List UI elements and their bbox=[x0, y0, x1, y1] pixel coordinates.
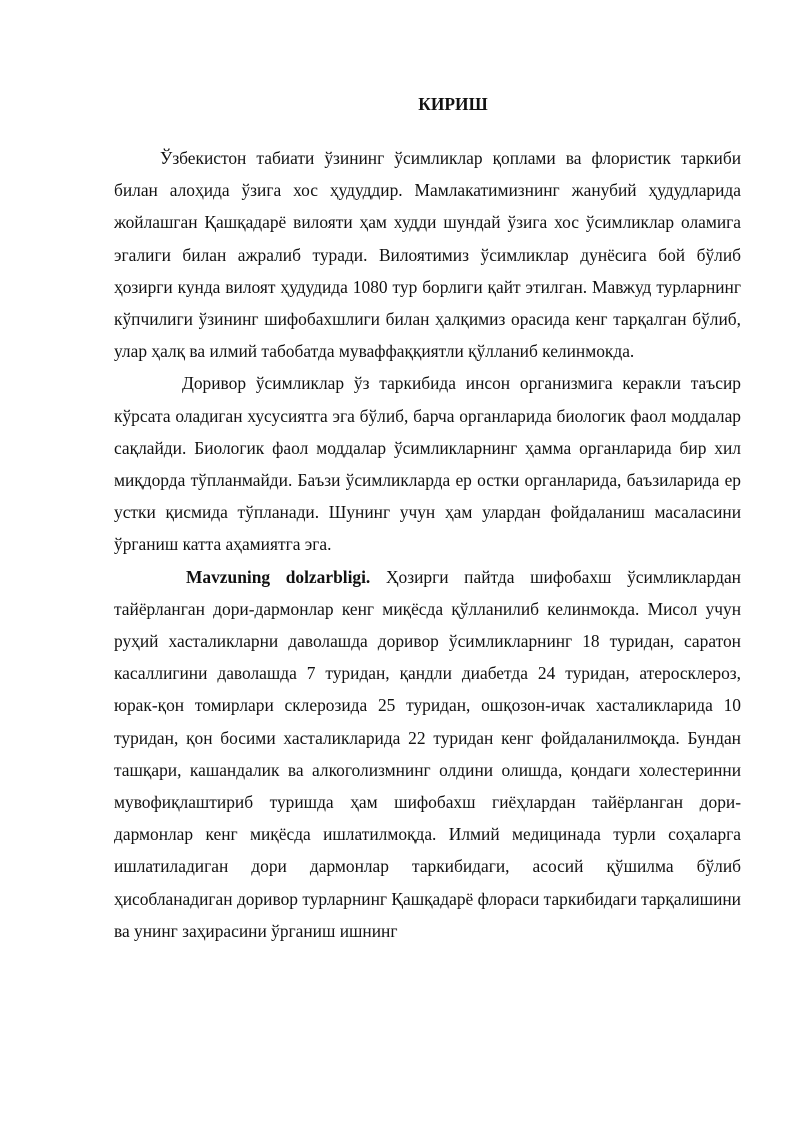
relevance-text: Ҳозирги пайтда шифобахш ўсимликлардан тайёрланган дори-дармонлар кенг миқёсда қўлланилиб келинмокда. Мисол учун руҳий хасталикларни даволашда доривор ўсимликларнинг 18 туридан, саратон касаллигини даволашда 7 туридан, қандли диабетда 24 туридан, атеросклероз, юрак-қон томирлари склерозида 25 туридан, ошқозон-ичак хасталикларида 10 туридан, қон босими хасталикларида 22 туридан кенг фойдаланилмоқда. Бундан ташқари, кашандалик ва алкоголизмнинг олдини олишда, қондаги холестеринни мувофиқлаштириб туришда ҳам шифобахш гиёҳлардан тайёрланган дори-дармонлар кенг миқёсда ишлатилмоқда. Илмий медицинада турли соҳаларга ишлатиладиган дори дармонлар таркибидаги, асосий қўшилма бўлиб ҳисобланадиган доривор турларнинг Қашқадарё флораси таркибидаги тарқалишини ва унинг заҳирасини ўрганиш ишнинг bbox=[114, 566, 741, 941]
paragraph-intro: Ўзбекистон табиати ўзининг ўсимликлар қоплами ва флористик таркиби билан алоҳида ўзига хос ҳудуддир. Мамлакатимизнинг жанубий ҳудудларида жойлашган Қашқадарё вилояти ҳам худди шундай ўзига хос ўсимликлар оламига эгалиги билан ажралиб туради. Вилоятимиз ўсимликлар дунёсига бой бўлиб ҳозирги кунда вилоят ҳудудида 1080 тур борлиги қайт этилган. Мавжуд турларнинг кўпчилиги ўзининг шифобахшлиги билан ҳалқимиз орасида кенг тарқалган бўлиб, улар ҳалқ ва илмий табобатда муваффаққиятли қўлланиб келинмокда. bbox=[114, 148, 741, 362]
paragraph-relevance bbox=[114, 561, 741, 947]
paragraph-medicinal-plants: Доривор ўсимликлар ўз таркибида инсон организмига керакли таъсир кўрсата оладиган хусусиятга эга бўлиб, барча органларида биологик фаол моддалар сақлайди. Биологик фаол моддалар ўсимликларнинг ҳамма органларида бир хил миқдорда тўпланмайди. Баъзи ўсимликларда ер остки органларида, баъзиларида ер устки қисмида тўпланади. Шунинг учун ҳам улардан фойдаланиш масаласини ўрганиш катта аҳамиятга эга. bbox=[114, 373, 741, 555]
relevance-lead: Mavzuning dolzarbligi. bbox=[186, 566, 371, 587]
page-title: КИРИШ bbox=[418, 94, 488, 114]
document-body bbox=[114, 142, 741, 947]
